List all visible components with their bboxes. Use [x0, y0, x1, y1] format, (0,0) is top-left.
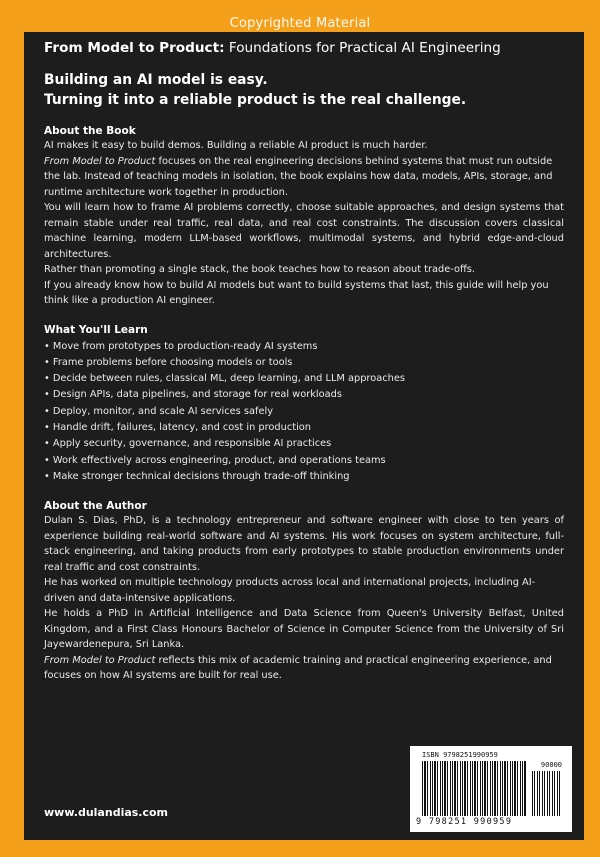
barcode-price-code: 90000 [540, 761, 562, 769]
about-book-heading: About the Book [44, 125, 136, 137]
barcode-addon-bars [532, 771, 562, 816]
book-title-main: From Model to Product: [44, 40, 225, 56]
isbn-barcode [410, 746, 572, 832]
about-author-section [44, 499, 564, 684]
about-author-paragraph-2: He has worked on multiple technology products across local and international projects, including AI-driven and data-intensive applications. [44, 577, 536, 604]
what-you-learn-heading: What You'll Learn [44, 323, 148, 336]
about-author-paragraph-3: He holds a PhD in Artificial Intelligence and Data Science from Queen's University Belfast, United Kingdom, and a First Class Honours Bachelor of Science in Computer Science from the University of Sri Jayewardenepura, Sri Lanka. [44, 608, 564, 651]
list-item: • Decide between rules, classical ML, deep learning, and LLM approaches [44, 373, 405, 385]
list-item: • Move from prototypes to production-ready AI systems [44, 340, 318, 352]
list-item: • Make stronger technical decisions through trade-off thinking [44, 470, 350, 482]
barcode-bars [422, 761, 526, 816]
about-author-paragraph-4-text: reflects this mix of academic training and practical engineering experience, and focuses on how AI systems are built for real use. [44, 654, 552, 682]
list-item: • Work effectively across engineering, product, and operations teams [44, 454, 386, 466]
tagline-line-2: Turning it into a reliable product is the real challenge. [44, 92, 467, 108]
about-author-heading: About the Author [44, 500, 147, 513]
book-subtitle: Foundations for Practical AI Engineering [228, 40, 501, 56]
tagline [44, 70, 564, 110]
list-item: • Apply security, governance, and responsible AI practices [44, 438, 332, 450]
what-you-learn-section [44, 323, 564, 486]
about-book-paragraph-5: If you already know how to build AI models but want to build systems that last, this guide will help you think like a production AI engineer. [44, 279, 549, 306]
about-book-paragraph-4: Rather than promoting a single stack, the book teaches how to reason about trade-offs. [44, 264, 475, 275]
book-title-italic: From Model to Product [44, 155, 156, 167]
learn-list [44, 339, 564, 486]
book-title-italic: From Model to Product [44, 654, 156, 666]
book-title [44, 40, 564, 56]
list-item: • Design APIs, data pipelines, and storage for real workloads [44, 389, 342, 401]
list-item: • Frame problems before choosing models or tools [44, 356, 293, 368]
about-book-paragraph-1: AI makes it easy to build demos. Building a reliable AI product is much harder. [44, 140, 428, 151]
list-item: • Deploy, monitor, and scale AI services safely [44, 405, 274, 417]
about-author-paragraph-1: Dulan S. Dias, PhD, is a technology entrepreneur and software engineer with close to ten years of experience building real-world software and AI systems. His work focuses on system architecture, full-stack engineering, and taking products from early prototypes to stable production environments under real traffic and cost constraints. [44, 515, 564, 573]
author-website: www.dulandias.com [44, 806, 169, 819]
about-book-paragraph-2 [44, 154, 564, 201]
about-author-paragraph-4 [44, 653, 564, 684]
tagline-line-1: Building an AI model is easy. [44, 72, 268, 88]
about-book-paragraph-2-text: focuses on the real engineering decisions behind systems that must run outside the lab. Instead of teaching models in isolation, the book explains how data, models, APIs, storage, and runtime architecture work together in production. [44, 155, 553, 198]
isbn-digits: 9 798251 990959 [416, 817, 513, 827]
back-cover-content [44, 36, 564, 684]
about-book-paragraph-3: You will learn how to frame AI problems correctly, choose suitable approaches, and design systems that remain stable under real traffic, real data, and real cost constraints. The discussion covers classical machine learning, modern LLM-based workflows, multimodal systems, and hybrid edge-and-cloud architectures. [44, 202, 564, 260]
list-item: • Handle drift, failures, latency, and cost in production [44, 421, 311, 433]
copyright-watermark: Copyrighted Material [229, 16, 371, 31]
about-book-section [44, 124, 564, 309]
isbn-label: ISBN 9798251990959 [422, 751, 498, 759]
back-cover-panel [24, 32, 584, 840]
